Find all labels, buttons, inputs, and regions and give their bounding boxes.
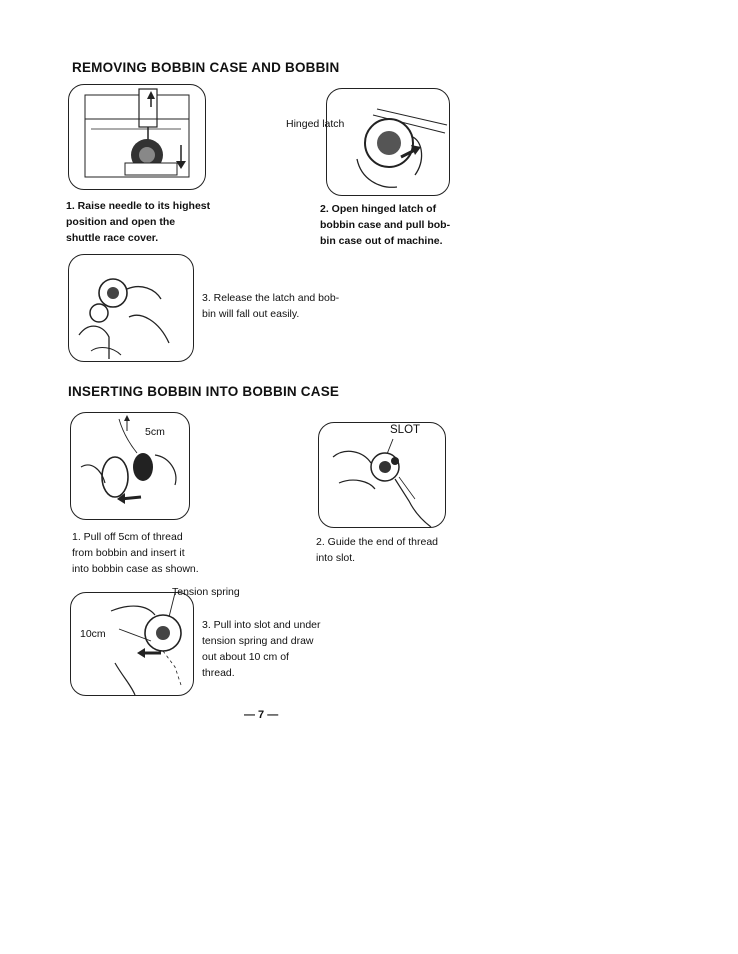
page-number: — 7 — — [244, 709, 279, 721]
figure-pull-thread — [70, 412, 190, 520]
step-text-release-latch: 3. Release the latch and bob- bin will fall out easily. — [202, 292, 340, 320]
callout-hinged-latch: Hinged latch — [286, 118, 345, 130]
figure-release-latch — [68, 254, 194, 362]
callout-slot: SLOT — [390, 424, 421, 436]
sewing-machine-illustration — [69, 85, 205, 189]
step-text-pull-thread: 1. Pull off 5cm of thread from bobbin and insert it into bobbin case as shown. — [72, 531, 199, 575]
figure-tension-spring — [70, 592, 194, 696]
thread-slot-illustration — [319, 423, 445, 527]
tension-spring-illustration — [71, 593, 193, 695]
figure-raise-needle — [68, 84, 206, 190]
bobbin-case-hand-illustration — [327, 89, 449, 195]
callout-tension-spring: Tension spring — [172, 586, 240, 598]
insert-bobbin-illustration — [71, 413, 189, 519]
callout-10cm: 10cm — [80, 628, 106, 640]
step-text-tension-spring: 3. Pull into slot and under tension spring and draw out about 10 cm of thread. — [202, 619, 321, 679]
hand-holding-bobbin-illustration — [69, 255, 193, 361]
step-text-hinged-latch: 2. Open hinged latch of bobbin case and pull bob- bin case out of machine. — [320, 203, 451, 247]
callout-5cm: 5cm — [145, 426, 165, 438]
section-heading-inserting: INSERTING BOBBIN INTO BOBBIN CASE — [68, 384, 340, 399]
section-heading-removing: REMOVING BOBBIN CASE AND BOBBIN — [72, 60, 340, 75]
figure-hinged-latch — [326, 88, 450, 196]
figure-guide-slot — [318, 422, 446, 528]
step-text-raise-needle: 1. Raise needle to its highest position and open the shuttle race cover. — [66, 200, 211, 244]
step-text-guide-slot: 2. Guide the end of thread into slot. — [316, 536, 439, 564]
